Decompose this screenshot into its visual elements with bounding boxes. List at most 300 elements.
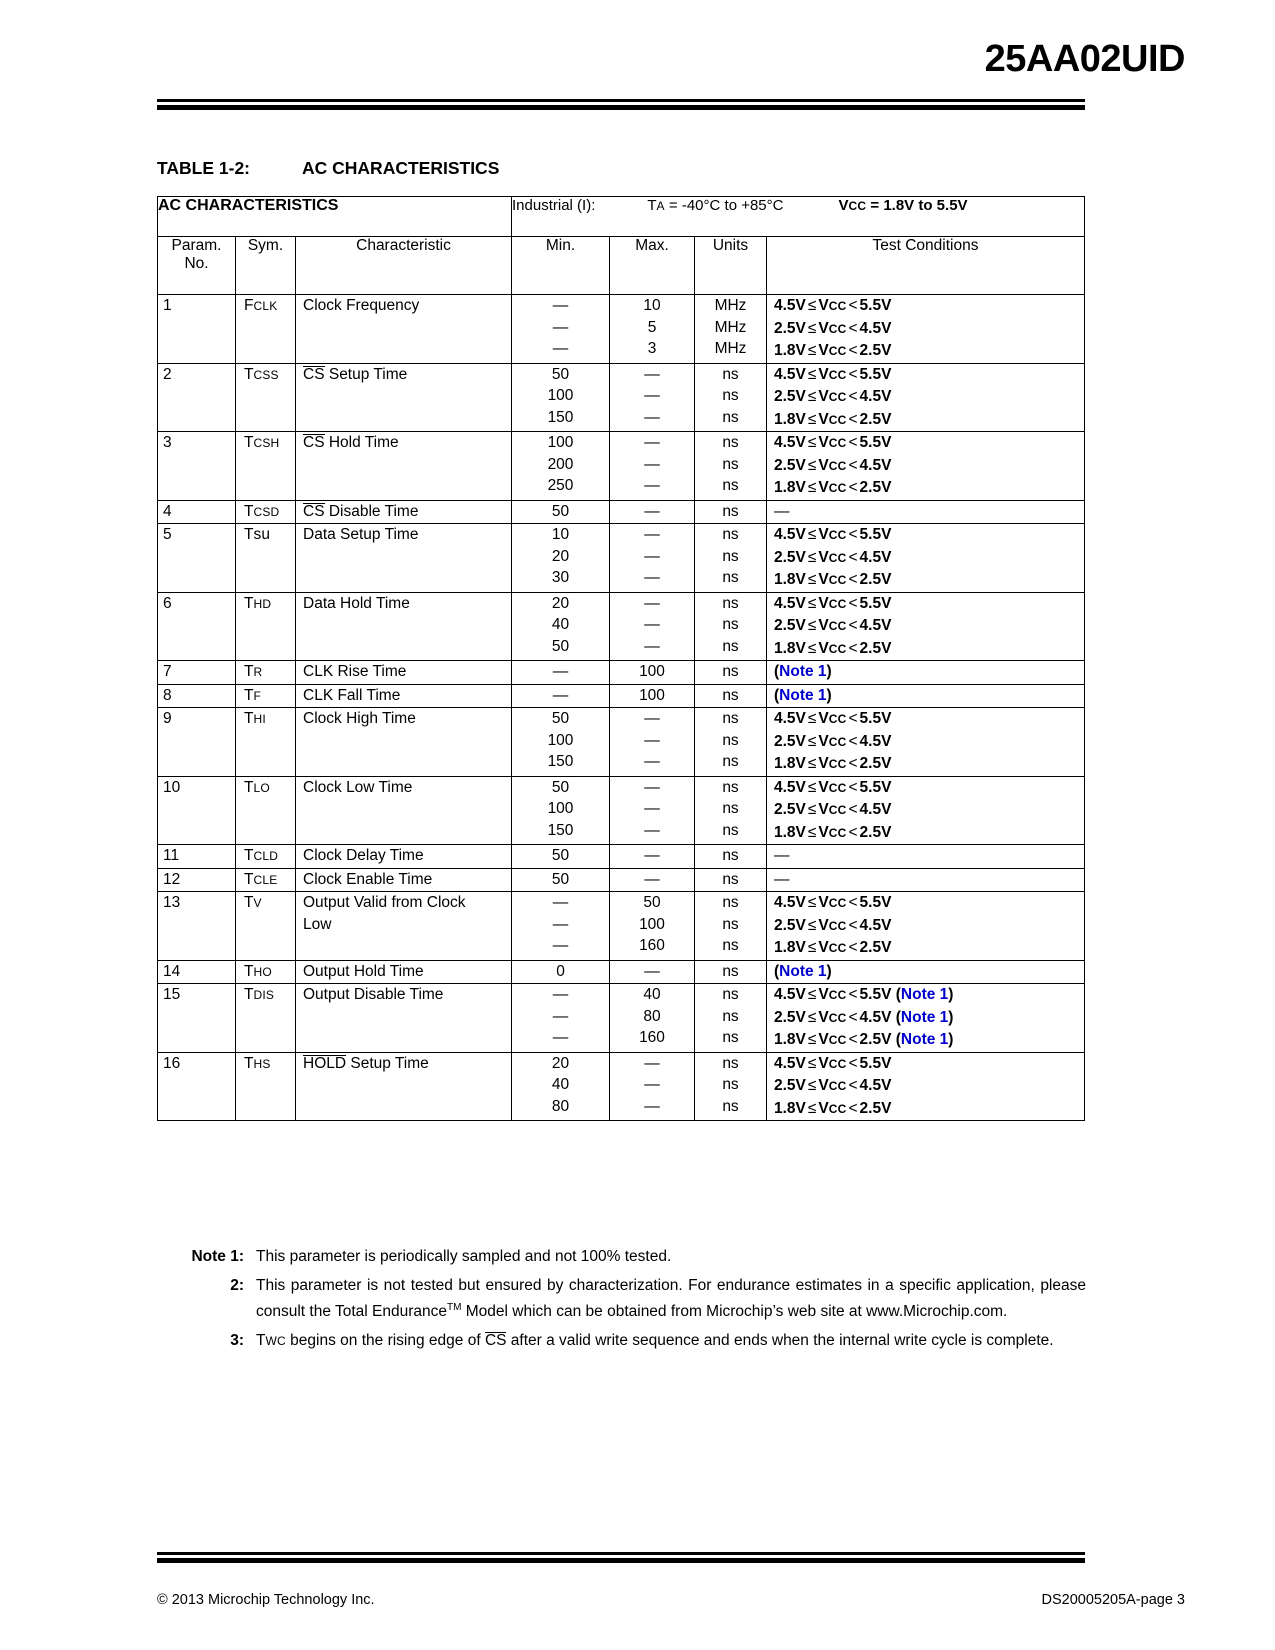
cell-max: [610, 776, 695, 845]
cell-min: [512, 684, 610, 708]
test-condition: [774, 455, 1084, 478]
cell-min-value: —: [552, 1029, 569, 1046]
test-condition: [774, 524, 1084, 547]
vcc-symbol: VCC: [818, 617, 847, 634]
test-condition: [774, 547, 1084, 570]
cell-units-value: ns: [722, 778, 739, 796]
vcc-lower-bound: 1.8V: [774, 639, 806, 657]
vcc-range: [774, 366, 891, 383]
less-than-or-equal-icon: ≤: [807, 639, 817, 657]
note-item-3: [178, 1330, 1086, 1352]
test-condition: [774, 569, 1084, 592]
cell-max-value: 50: [643, 894, 661, 911]
cell-min: [512, 845, 610, 869]
symbol-subscript: DIS: [253, 988, 275, 1002]
vcc-lower-bound: 1.8V: [774, 410, 806, 428]
symbol-main: T: [244, 434, 254, 451]
less-than-or-equal-icon: ≤: [807, 1099, 817, 1117]
symbol-subscript: F: [253, 688, 261, 703]
cell-max-value: 80: [643, 1007, 661, 1025]
cell-max-value: —: [644, 800, 660, 817]
banner-temp-range: [647, 197, 783, 214]
less-than-icon: <: [848, 1099, 858, 1117]
cell-min: [512, 592, 610, 661]
cell-units-value: ns: [722, 686, 739, 704]
less-than-or-equal-icon: ≤: [807, 617, 817, 634]
cell-max-value: —: [644, 502, 660, 520]
cell-characteristic: CLK Fall Time: [296, 684, 512, 708]
paren-open: (: [895, 986, 901, 1003]
cell-units-value: ns: [722, 753, 739, 770]
cell-min-value: 150: [547, 821, 574, 839]
note-2-body: [256, 1275, 1086, 1323]
vcc-lower-bound: 2.5V: [774, 617, 806, 634]
characteristic-text: Output Valid from Clock: [303, 894, 466, 911]
vcc-range: [774, 824, 891, 841]
vcc-lower-bound: 2.5V: [774, 732, 806, 750]
vcc-range: [774, 595, 891, 612]
vcc-symbol: VCC: [818, 732, 847, 750]
less-than-icon: <: [848, 823, 858, 841]
less-than-or-equal-icon: ≤: [807, 548, 817, 566]
vcc-upper-bound: 5.5V: [859, 894, 892, 911]
vcc-upper-bound: 2.5V: [859, 479, 892, 496]
test-condition: —: [774, 502, 790, 520]
vcc-range-text: = 1.8V to 5.5V: [866, 197, 968, 214]
vcc-lower-bound: 4.5V: [774, 894, 806, 911]
cell-param-no: 11: [158, 845, 236, 869]
test-condition: [774, 432, 1084, 455]
table-caption: [157, 158, 499, 179]
table-row: [158, 845, 1085, 869]
table-header-row: [158, 237, 1085, 295]
cell-param-no: 7: [158, 661, 236, 685]
paren-open: (: [895, 1031, 901, 1048]
cell-test-conditions: [767, 363, 1085, 432]
cell-min-value: 100: [547, 731, 574, 749]
cell-units: [695, 960, 767, 984]
note-reference[interactable]: Note 1: [779, 962, 827, 980]
symbol-subscript: CSS: [253, 367, 279, 382]
vcc-lower-bound: 4.5V: [774, 526, 806, 543]
paren-close: ): [948, 1031, 954, 1048]
vcc-symbol: VCC: [818, 365, 847, 383]
vcc-range: [774, 571, 891, 588]
cell-max-value: —: [644, 387, 660, 404]
vcc-range: [774, 733, 891, 750]
cell-min-value: 80: [551, 1097, 570, 1115]
cell-test-conditions: [767, 776, 1085, 845]
test-condition: [774, 731, 1084, 754]
vcc-symbol: VCC: [818, 639, 847, 657]
cell-test-conditions: [767, 295, 1085, 364]
less-than-icon: <: [848, 365, 858, 383]
vcc-lower-bound: 1.8V: [774, 342, 806, 359]
cell-min: [512, 776, 610, 845]
note-reference[interactable]: Note 1: [779, 686, 827, 704]
col-header-characteristic: Characteristic: [296, 237, 512, 295]
less-than-or-equal-icon: ≤: [807, 594, 817, 612]
vcc-symbol: VCC: [818, 526, 847, 543]
table-row: [158, 661, 1085, 685]
cell-min-value: 100: [547, 387, 574, 404]
less-than-icon: <: [848, 319, 858, 337]
cell-units: [695, 984, 767, 1053]
vcc-lower-bound: 2.5V: [774, 1008, 806, 1026]
cell-min-value: —: [552, 686, 569, 704]
table-row: [158, 684, 1085, 708]
cell-min-value: —: [552, 915, 569, 933]
paren-close: ): [948, 986, 954, 1003]
vcc-range: [774, 526, 891, 543]
symbol-main: T: [244, 986, 254, 1003]
vcc-upper-bound: 4.5V: [859, 916, 892, 934]
vcc-symbol: VCC: [818, 823, 847, 841]
vcc-symbol: VCC: [818, 1077, 847, 1094]
test-condition: [774, 638, 1084, 661]
test-condition: [774, 1075, 1084, 1098]
vcc-range: [774, 640, 891, 657]
cell-max-value: —: [644, 778, 660, 796]
cell-units-value: ns: [722, 1097, 739, 1115]
symbol-subscript: HD: [253, 596, 272, 611]
symbol-main: T: [244, 502, 254, 520]
cell-units-value: ns: [722, 1029, 739, 1046]
cell-units-value: ns: [722, 637, 739, 655]
vcc-range: [774, 1009, 891, 1026]
vcc-lower-bound: 2.5V: [774, 548, 806, 566]
cell-units-value: ns: [722, 569, 739, 586]
test-condition: [774, 1007, 1084, 1030]
cell-units: [695, 524, 767, 593]
cell-min-value: 50: [551, 870, 570, 888]
vcc-upper-bound: 2.5V: [859, 571, 892, 588]
cell-units-value: ns: [722, 616, 739, 633]
less-than-icon: <: [848, 548, 858, 566]
vcc-range: [774, 917, 891, 934]
cell-max-value: —: [644, 870, 660, 888]
test-condition: [774, 777, 1084, 800]
symbol-main: T: [244, 594, 254, 612]
vcc-upper-bound: 2.5V: [859, 639, 892, 657]
overline-signal: CS: [303, 365, 325, 383]
vcc-symbol: VCC: [818, 434, 847, 451]
symbol-main: T: [244, 526, 254, 543]
less-than-or-equal-icon: ≤: [807, 986, 817, 1003]
cell-min-value: 50: [551, 502, 570, 520]
table-row: [158, 500, 1085, 524]
cell-max-value: —: [644, 637, 660, 655]
symbol-subscript: CLE: [253, 872, 278, 887]
vcc-subscript: CC: [848, 199, 867, 213]
vcc-range: [774, 986, 891, 1003]
cell-units-value: ns: [722, 937, 739, 954]
cell-param-no: 15: [158, 984, 236, 1053]
cell-characteristic: Clock Enable Time: [296, 868, 512, 892]
cell-characteristic: [296, 1052, 512, 1121]
test-condition: —: [774, 870, 790, 888]
cell-characteristic: [296, 892, 512, 961]
vcc-range: [774, 1100, 891, 1117]
cell-max-value: 3: [647, 340, 657, 357]
note-item-1: [178, 1246, 1086, 1268]
note-reference[interactable]: Note 1: [900, 986, 949, 1003]
cell-units-value: ns: [722, 710, 739, 727]
symbol-main: T: [244, 710, 254, 727]
cell-symbol: [236, 432, 296, 501]
cell-min-value: —: [552, 340, 569, 357]
vcc-range: [774, 342, 891, 359]
cell-symbol: [236, 524, 296, 593]
cell-min: [512, 432, 610, 501]
symbol-main: T: [244, 962, 254, 980]
characteristic-text: Low: [303, 915, 332, 933]
cell-min: [512, 984, 610, 1053]
cell-min-value: 150: [547, 753, 574, 770]
test-condition: [774, 937, 1084, 960]
vcc-upper-bound: 5.5V: [859, 778, 892, 796]
characteristic-text: Hold Time: [324, 434, 399, 451]
cell-min: [512, 892, 610, 961]
vcc-range: [774, 297, 891, 314]
test-condition: [774, 615, 1084, 638]
vcc-range: [774, 411, 891, 428]
table-row: [158, 708, 1085, 777]
table-banner-row: [158, 197, 1085, 237]
vcc-symbol: VCC: [818, 456, 847, 474]
less-than-icon: <: [848, 755, 858, 772]
cell-units: [695, 592, 767, 661]
cell-max: [610, 661, 695, 685]
cell-max: [610, 295, 695, 364]
cell-max: [610, 363, 695, 432]
vcc-symbol: VCC: [818, 1054, 847, 1072]
less-than-icon: <: [848, 388, 858, 405]
vcc-lower-bound: 1.8V: [774, 823, 806, 841]
vcc-lower-bound: 1.8V: [774, 479, 806, 496]
cell-max: [610, 524, 695, 593]
banner-conditions-cell: [512, 197, 1085, 237]
vcc-upper-bound: 4.5V: [859, 1008, 892, 1026]
test-condition: —: [774, 847, 790, 864]
symbol-subscript: CLD: [253, 849, 279, 863]
table-row: [158, 960, 1085, 984]
less-than-icon: <: [848, 986, 858, 1003]
banner-grade: Industrial (I):: [512, 197, 596, 214]
vcc-upper-bound: 5.5V: [859, 1054, 892, 1072]
vcc-upper-bound: 4.5V: [859, 456, 892, 474]
note-reference[interactable]: Note 1: [779, 663, 827, 680]
paren-open: (: [774, 663, 780, 680]
vcc-lower-bound: 1.8V: [774, 755, 806, 772]
cell-min-value: —: [552, 986, 569, 1003]
symbol-subscript: su: [253, 526, 271, 543]
test-condition: [774, 593, 1084, 616]
cell-test-conditions: [767, 524, 1085, 593]
note-2-key: 2:: [230, 1277, 244, 1294]
paren-close: ): [826, 686, 832, 704]
banner-vcc-range: [838, 197, 967, 214]
notes-block: [178, 1246, 1086, 1359]
page-title: 25AA02UID: [984, 38, 1185, 80]
twc-subscript: WC: [265, 1334, 286, 1349]
vcc-upper-bound: 4.5V: [859, 801, 892, 818]
cell-max: [610, 892, 695, 961]
vcc-range: [774, 434, 891, 451]
cell-units-value: ns: [722, 986, 739, 1003]
vcc-upper-bound: 5.5V: [859, 434, 892, 451]
vcc-lower-bound: 1.8V: [774, 939, 806, 956]
cell-characteristic: Data Hold Time: [296, 592, 512, 661]
cell-test-conditions: [767, 432, 1085, 501]
cell-min-value: —: [552, 663, 569, 680]
cell-units-value: ns: [722, 915, 739, 933]
cell-max-value: —: [644, 408, 660, 426]
cell-param-no: 3: [158, 432, 236, 501]
cell-symbol: [236, 363, 296, 432]
cell-units: [695, 776, 767, 845]
cell-units-value: ns: [722, 1007, 739, 1025]
vcc-upper-bound: 4.5V: [859, 319, 892, 337]
cell-param-no: 1: [158, 295, 236, 364]
vcc-lower-bound: 4.5V: [774, 297, 806, 314]
symbol-subscript: HS: [253, 1056, 271, 1071]
less-than-or-equal-icon: ≤: [807, 297, 817, 314]
vcc-upper-bound: 2.5V: [859, 939, 892, 956]
vcc-lower-bound: 2.5V: [774, 319, 806, 337]
cell-min: [512, 868, 610, 892]
less-than-icon: <: [848, 894, 858, 911]
note-3-key: 3:: [230, 1332, 244, 1350]
cell-symbol: [236, 776, 296, 845]
cell-units-value: ns: [722, 663, 739, 680]
cell-units-value: MHz: [714, 318, 747, 336]
col-header-sym: Sym.: [236, 237, 296, 295]
vcc-lower-bound: 4.5V: [774, 986, 806, 1003]
less-than-or-equal-icon: ≤: [807, 801, 817, 818]
vcc-symbol: VCC: [818, 894, 847, 911]
cell-max-value: —: [644, 1076, 660, 1093]
symbol-main: T: [244, 663, 254, 680]
col-header-test-conditions: Test Conditions: [767, 237, 1085, 295]
test-condition: [774, 822, 1084, 845]
col-header-max: Max.: [610, 237, 695, 295]
banner-title-cell: [158, 197, 512, 237]
paren-open: (: [895, 1008, 901, 1026]
overline-signal: CS: [303, 502, 325, 520]
cell-max-value: —: [644, 731, 660, 749]
test-condition: [774, 409, 1084, 432]
cell-max-value: 100: [639, 686, 665, 704]
vcc-range: [774, 549, 891, 566]
symbol-main: T: [244, 365, 254, 383]
note-reference[interactable]: Note 1: [900, 1008, 949, 1026]
table-row: [158, 1052, 1085, 1121]
cell-units: [695, 1052, 767, 1121]
vcc-symbol: VCC: [818, 755, 847, 772]
cell-max-value: 10: [643, 297, 661, 314]
cell-symbol: [236, 845, 296, 869]
test-condition: [774, 708, 1084, 731]
cell-units: [695, 661, 767, 685]
less-than-icon: <: [848, 1031, 858, 1048]
cell-min-value: 150: [547, 408, 574, 426]
symbol-main: T: [244, 1054, 254, 1072]
col-header-min: Min.: [512, 237, 610, 295]
cell-min-value: 20: [551, 1054, 570, 1072]
vcc-upper-bound: 2.5V: [859, 1099, 892, 1117]
vcc-symbol: VCC: [818, 410, 847, 428]
vcc-upper-bound: 2.5V: [859, 1031, 892, 1048]
test-condition: [774, 685, 1084, 707]
footer-copyright: © 2013 Microchip Technology Inc.: [157, 1592, 375, 1608]
test-condition: [774, 386, 1084, 409]
header-rule: [157, 99, 1085, 110]
cell-max: [610, 984, 695, 1053]
cell-test-conditions: [767, 684, 1085, 708]
cell-max-value: —: [644, 753, 660, 770]
cell-units: [695, 363, 767, 432]
vcc-symbol: VCC: [818, 986, 847, 1003]
less-than-or-equal-icon: ≤: [807, 365, 817, 383]
trademark-icon: TM: [447, 1302, 462, 1313]
cell-param-no: 8: [158, 684, 236, 708]
less-than-or-equal-icon: ≤: [807, 479, 817, 496]
banner-title: AC CHARACTERISTICS: [158, 197, 339, 214]
cell-max: [610, 1052, 695, 1121]
vcc-range: [774, 320, 891, 337]
cell-max-value: —: [644, 455, 660, 473]
characteristic-text: Setup Time: [346, 1054, 429, 1072]
cell-units: [695, 708, 767, 777]
less-than-or-equal-icon: ≤: [807, 410, 817, 428]
cell-param-no: 2: [158, 363, 236, 432]
test-condition: [774, 1053, 1084, 1076]
cell-characteristic: Output Hold Time: [296, 960, 512, 984]
table-row: [158, 432, 1085, 501]
table-row: [158, 295, 1085, 364]
cell-test-conditions: [767, 868, 1085, 892]
less-than-icon: <: [848, 594, 858, 612]
vcc-lower-bound: 1.8V: [774, 1099, 806, 1117]
note-reference[interactable]: Note 1: [900, 1031, 949, 1048]
symbol-main: T: [244, 894, 254, 911]
vcc-symbol: VCC: [818, 388, 847, 405]
cell-param-no: 12: [158, 868, 236, 892]
vcc-symbol: VCC: [818, 1008, 847, 1026]
cell-max-value: 5: [647, 318, 657, 336]
vcc-range: [774, 1055, 891, 1072]
cell-units-value: ns: [722, 1054, 739, 1072]
less-than-or-equal-icon: ≤: [807, 916, 817, 934]
less-than-or-equal-icon: ≤: [807, 342, 817, 359]
cell-min-value: 50: [551, 847, 570, 864]
cell-max: [610, 708, 695, 777]
less-than-or-equal-icon: ≤: [807, 434, 817, 451]
vcc-lower-bound: 4.5V: [774, 365, 806, 383]
cell-max-value: —: [644, 847, 660, 864]
cell-max-value: —: [644, 616, 660, 633]
symbol-subscript: CLK: [253, 299, 278, 313]
cell-test-conditions: [767, 984, 1085, 1053]
symbol-main: T: [244, 778, 254, 796]
cell-min-value: 50: [551, 778, 570, 796]
less-than-icon: <: [848, 710, 858, 727]
cell-test-conditions: [767, 500, 1085, 524]
cell-param-no: 13: [158, 892, 236, 961]
less-than-or-equal-icon: ≤: [807, 456, 817, 474]
cell-min-value: 100: [547, 434, 574, 451]
